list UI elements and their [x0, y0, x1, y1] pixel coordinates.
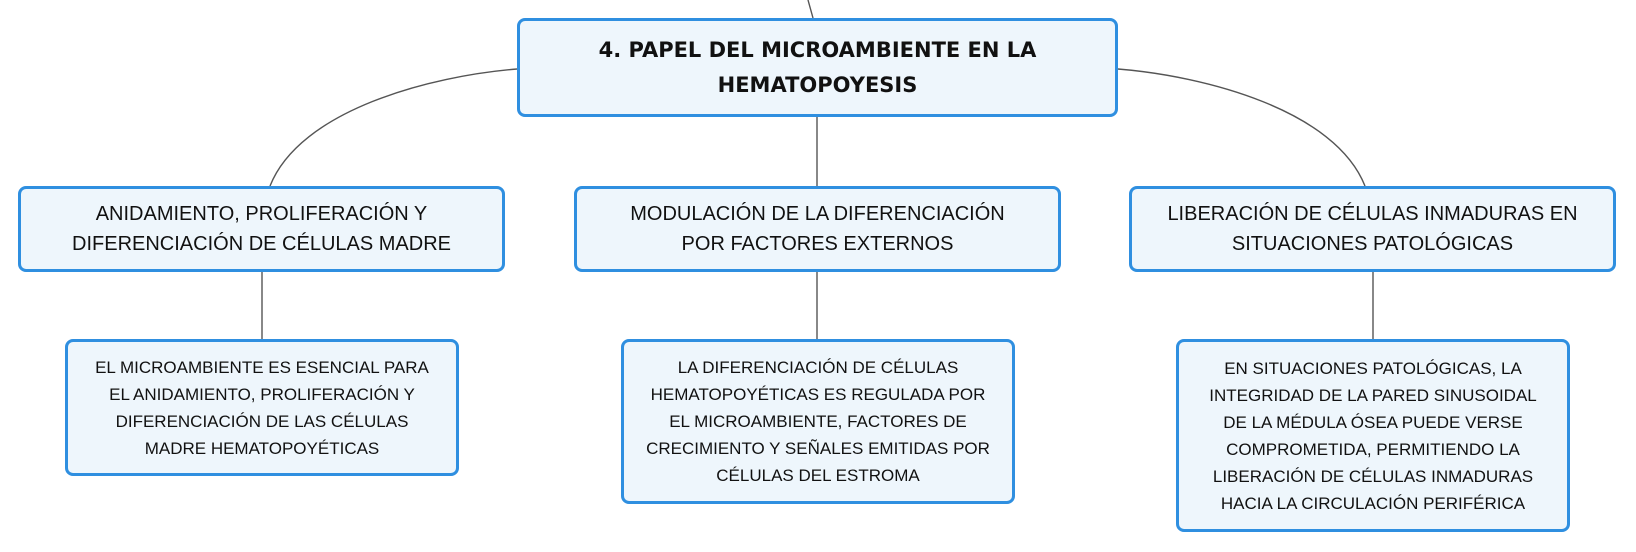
branch-topic-node-2[interactable]	[574, 186, 1061, 272]
root-topic-title: 4. PAPEL DEL MICROAMBIENTE EN LA HEMATOPOYESIS	[598, 37, 1037, 97]
detail-text-1: EL MICROAMBIENTE ES ESENCIAL PARA EL ANIDAMIENTO, PROLIFERACIÓN Y DIFERENCIACIÓN DE LAS CÉLULAS MADRE HEMATOPOYÉTICAS	[95, 357, 429, 458]
connector-from-parent	[808, 0, 813, 18]
branch-topic-label-3: LIBERACIÓN DE CÉLULAS INMADURAS EN SITUACIONES PATOLÓGICAS	[1167, 203, 1578, 255]
detail-node-2[interactable]	[621, 339, 1015, 504]
branch-topic-label-2: MODULACIÓN DE LA DIFERENCIACIÓN POR FACTORES EXTERNOS	[630, 203, 1005, 255]
detail-node-1[interactable]	[65, 339, 459, 476]
branch-topic-node-1[interactable]	[18, 186, 505, 272]
detail-text-3: EN SITUACIONES PATOLÓGICAS, LA INTEGRIDAD DE LA PARED SINUSOIDAL DE LA MÉDULA ÓSEA PUEDE VERSE COMPROMETIDA, PERMITIENDO LA LIBERACIÓN DE CÉLULAS INMADURAS HACIA LA CIRCULACIÓN PERIFÉRICA	[1209, 358, 1537, 513]
branch-topic-node-3[interactable]	[1129, 186, 1616, 272]
detail-node-3[interactable]	[1176, 339, 1570, 532]
connector-root-to-branch-3	[1118, 69, 1365, 186]
connector-root-to-branch-1	[270, 69, 517, 186]
branch-topic-label-1: ANIDAMIENTO, PROLIFERACIÓN Y DIFERENCIACIÓN DE CÉLULAS MADRE	[72, 203, 451, 255]
root-topic-node[interactable]	[517, 18, 1118, 117]
detail-text-2: LA DIFERENCIACIÓN DE CÉLULAS HEMATOPOYÉTICAS ES REGULADA POR EL MICROAMBIENTE, FACTORES DE CRECIMIENTO Y SEÑALES EMITIDAS POR CÉLULAS DEL ESTROMA	[646, 358, 990, 485]
